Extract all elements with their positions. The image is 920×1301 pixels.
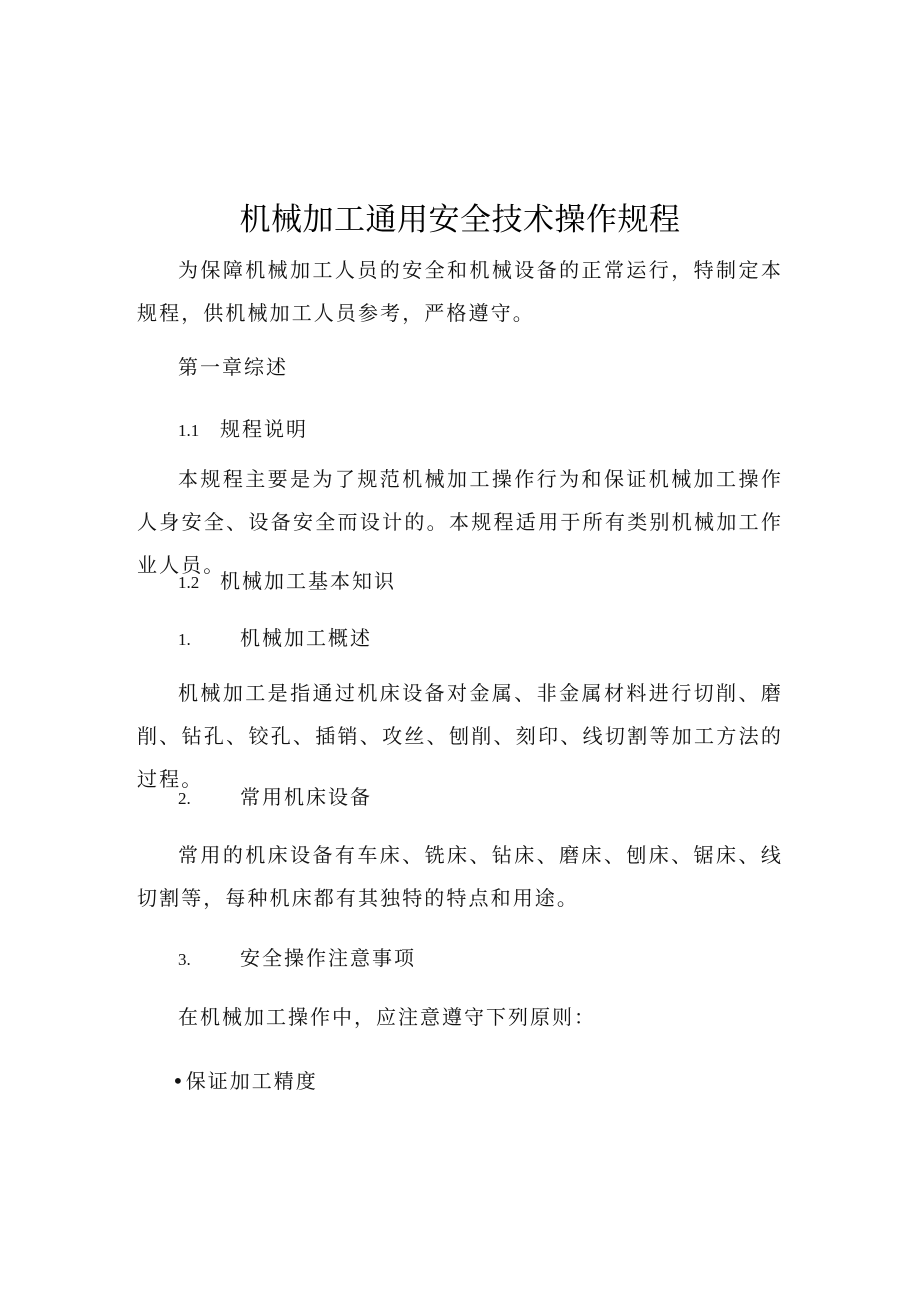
list-item-heading-2 bbox=[178, 783, 372, 813]
list-item-heading-3 bbox=[178, 944, 416, 974]
item-number: 2. bbox=[178, 789, 191, 808]
item-label: 常用机床设备 bbox=[240, 785, 372, 809]
chapter-heading: 第一章综述 bbox=[178, 355, 288, 379]
document-title: 机械加工通用安全技术操作规程 bbox=[239, 202, 681, 238]
list-item-heading-1 bbox=[178, 624, 372, 654]
section-label: 规程说明 bbox=[220, 417, 308, 441]
item-1-paragraph: 机械加工是指通过机床设备对金属、非金属材料进行切削、磨削、钻孔、铰孔、插销、攻丝、刨削、刻印、线切割等加工方法的过程。 bbox=[137, 681, 783, 791]
item-label: 安全操作注意事项 bbox=[240, 946, 416, 970]
section-label: 机械加工基本知识 bbox=[220, 569, 396, 593]
item-number: 1. bbox=[178, 630, 191, 649]
item-number: 3. bbox=[178, 950, 191, 969]
section-1-1-paragraph: 本规程主要是为了规范机械加工操作行为和保证机械加工操作人身安全、设备安全而设计的。本规程适用于所有类别机械加工作业人员。 bbox=[137, 467, 783, 577]
section-heading-1-1 bbox=[178, 415, 308, 445]
bullet-item: •保证加工精度 bbox=[172, 1069, 318, 1093]
section-number: 1.2 bbox=[178, 573, 200, 592]
section-number: 1.1 bbox=[178, 421, 200, 440]
intro-paragraph: 为保障机械加工人员的安全和机械设备的正常运行，特制定本规程，供机械加工人员参考，严格遵守。 bbox=[137, 258, 783, 325]
item-2-paragraph: 常用的机床设备有车床、铣床、钻床、磨床、刨床、锯床、线切割等，每种机床都有其独特的特点和用途。 bbox=[137, 843, 783, 910]
item-label: 机械加工概述 bbox=[240, 626, 372, 650]
item-3-paragraph: 在机械加工操作中，应注意遵守下列原则： bbox=[178, 1005, 596, 1029]
section-heading-1-2 bbox=[178, 567, 396, 597]
